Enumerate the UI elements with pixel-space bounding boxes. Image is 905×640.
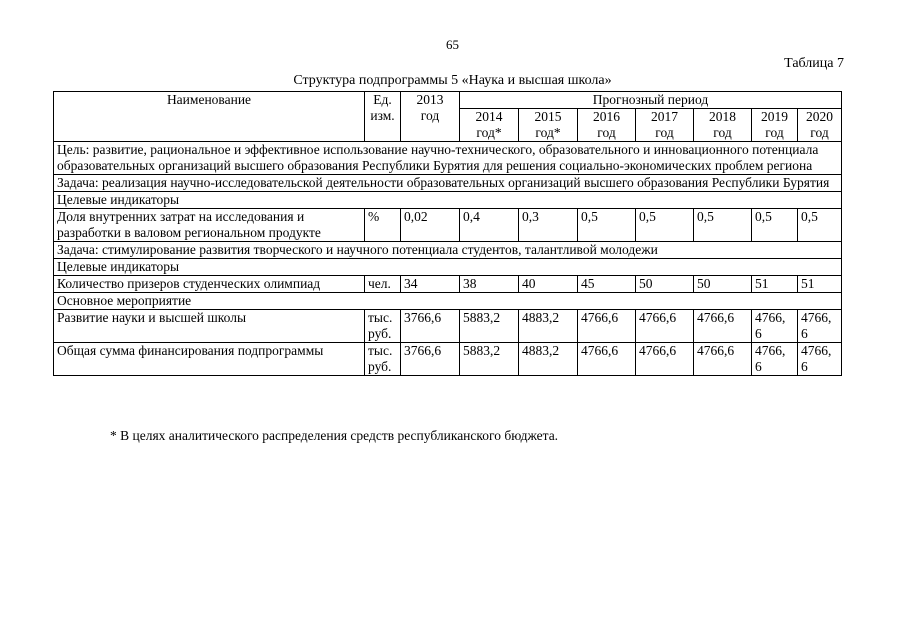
value-cell: 0,5 [578,209,636,242]
header-year-2019 [752,109,798,142]
value-cell: 4766,6 [694,310,752,343]
value-cell: 4883,2 [519,343,578,376]
value-cell: 3766,6 [401,310,460,343]
value-cell: 4766,6 [636,343,694,376]
row-development-unit: тыс. руб. [365,310,401,343]
header-year-suffix: год* [476,125,502,140]
value-cell: 34 [401,276,460,293]
value-cell: 4766,6 [694,343,752,376]
value-cell: 51 [798,276,842,293]
main-activity-text: Основное мероприятие [54,293,842,310]
table-row [54,310,842,343]
header-year-value: 2016 [593,109,620,124]
goal-row [54,142,842,175]
header-year-2015 [519,109,578,142]
value-cell: 50 [694,276,752,293]
row-development-name: Развитие науки и высшей школы [54,310,365,343]
main-activity-row [54,293,842,310]
task-row [54,175,842,192]
value-cell: 4766, 6 [798,310,842,343]
task1-text: Задача: реализация научно-исследовательской деятельности образовательных организаций высшего образования Республики Бурятия [54,175,842,192]
value-cell: 4883,2 [519,310,578,343]
value-cell: 5883,2 [460,343,519,376]
goal-text: Цель: развитие, рациональное и эффективное использование научно-технического, образовательного и инновационного потенциала образовательных организаций высшего образования Республики Бурятия для решения социально-экономических проблем региона [54,142,842,175]
header-row-top [54,92,842,109]
row-total-name: Общая сумма финансирования подпрограммы [54,343,365,376]
value-cell: 0,5 [636,209,694,242]
value-cell: 5883,2 [460,310,519,343]
header-unit [365,92,401,142]
value-cell: 40 [519,276,578,293]
header-year-2014 [460,109,519,142]
row-rd-share-unit: % [365,209,401,242]
indicators-row [54,259,842,276]
value-cell: 0,02 [401,209,460,242]
value-cell: 38 [460,276,519,293]
footnote: * В целях аналитического распределения средств республиканского бюджета. [110,428,559,443]
header-name: Наименование [54,92,365,142]
header-year-suffix: год [713,125,732,140]
value-cell: 4766,6 [636,310,694,343]
header-year-suffix: год [597,125,616,140]
table-row [54,209,842,242]
value-cell: 4766, 6 [752,310,798,343]
indicators2-text: Целевые индикаторы [54,259,842,276]
value-cell: 4766, 6 [798,343,842,376]
value-cell: 4766,6 [578,343,636,376]
header-year-suffix: год [765,125,784,140]
value-cell: 0,5 [752,209,798,242]
header-unit-line1: Ед. [373,92,392,107]
table-row [54,343,842,376]
header-year-2017 [636,109,694,142]
header-year-2020 [798,109,842,142]
header-year-suffix: год [810,125,829,140]
header-year-value: 2020 [806,109,834,124]
task-row [54,242,842,259]
header-year-value: 2019 [761,109,788,124]
row-rd-share-name: Доля внутренних затрат на исследования и разработки в валовом региональном продукте [54,209,365,242]
value-cell: 0,3 [519,209,578,242]
header-forecast: Прогнозный период [460,92,842,109]
value-cell: 45 [578,276,636,293]
value-cell: 0,4 [460,209,519,242]
header-year-suffix: год* [535,125,561,140]
table-title: Структура подпрограммы 5 «Наука и высшая школа» [293,73,612,88]
header-year-suffix: год [655,125,674,140]
header-base-year-suffix: год [420,108,440,123]
indicators1-text: Целевые индикаторы [54,192,842,209]
page-number: 65 [446,37,459,52]
value-cell: 50 [636,276,694,293]
header-unit-line2: изм. [370,108,395,123]
row-olympiad-unit: чел. [365,276,401,293]
value-cell: 4766, 6 [752,343,798,376]
header-base-year [401,92,460,142]
header-base-year-value: 2013 [416,92,444,107]
header-year-value: 2017 [651,109,678,124]
header-year-value: 2018 [709,109,736,124]
value-cell: 51 [752,276,798,293]
header-year-2018 [694,109,752,142]
value-cell: 0,5 [694,209,752,242]
subprogram-table [53,91,842,376]
row-total-unit: тыс. руб. [365,343,401,376]
indicators-row [54,192,842,209]
header-year-2016 [578,109,636,142]
table-label: Таблица 7 [784,56,844,71]
header-year-value: 2015 [534,109,562,124]
task2-text: Задача: стимулирование развития творческого и научного потенциала студентов, талантливой молодежи [54,242,842,259]
row-olympiad-name: Количество призеров студенческих олимпиад [54,276,365,293]
header-year-value: 2014 [475,109,503,124]
value-cell: 0,5 [798,209,842,242]
value-cell: 3766,6 [401,343,460,376]
table-row [54,276,842,293]
value-cell: 4766,6 [578,310,636,343]
